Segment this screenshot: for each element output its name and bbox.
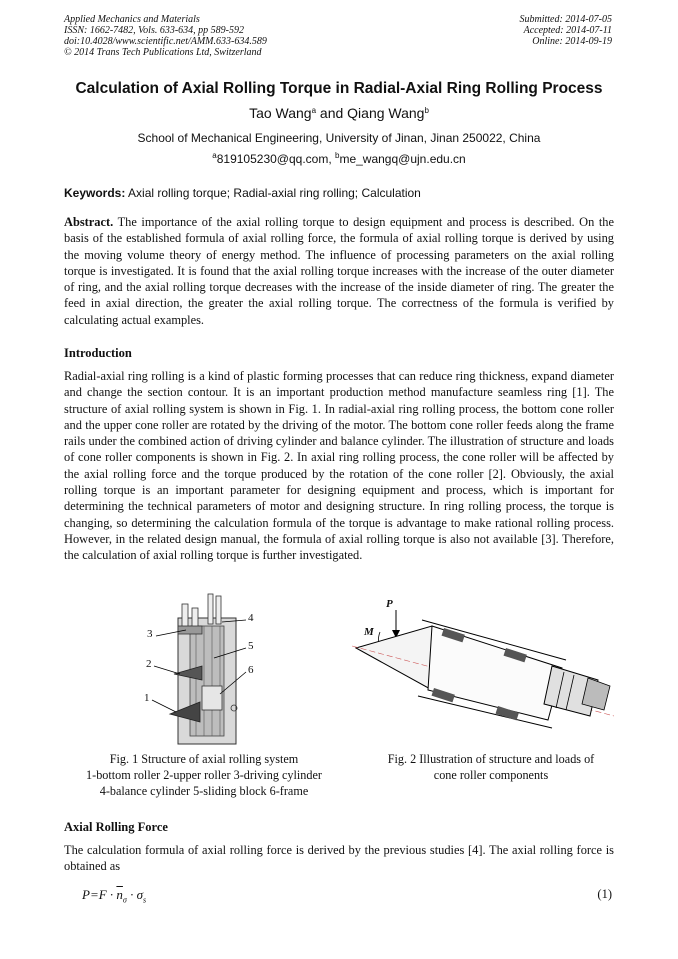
journal-header — [64, 14, 267, 58]
accepted-date: Accepted: 2014-07-11 — [523, 25, 612, 36]
equation-number: (1) — [597, 887, 612, 901]
figure-2-label-p: P — [386, 598, 393, 610]
author-2: Qiang Wang — [347, 105, 425, 121]
figure-2-drawing — [352, 598, 614, 740]
figure-1-label-3: 3 — [147, 628, 153, 640]
email-a[interactable]: 819105230@qq.com, — [216, 152, 335, 166]
equation-sigma-sub: s — [143, 895, 147, 905]
figure-1-caption-line-1: Fig. 1 Structure of axial rolling system — [109, 752, 299, 766]
copyright: © 2014 Trans Tech Publications Ltd, Switzerland — [64, 47, 262, 58]
figure-1-label-4: 4 — [248, 612, 254, 624]
submitted-date: Submitted: 2014-07-05 — [519, 14, 612, 25]
figure-1-caption-line-3: 4-balance cylinder 5-sliding block 6-frame — [99, 784, 309, 798]
figure-1 — [138, 590, 268, 748]
equation-dot: · — [126, 887, 137, 902]
affiliation: School of Mechanical Engineering, University of Jinan, Jinan 250022, China — [137, 131, 541, 145]
equation-sigma: σ — [136, 887, 144, 902]
figure-1-caption — [64, 751, 344, 799]
figure-1-label-1: 1 — [144, 692, 150, 704]
introduction-heading: Introduction — [64, 346, 132, 360]
author-2-sup: b — [424, 106, 429, 115]
figure-1-label-5: 5 — [248, 640, 254, 652]
keywords — [64, 186, 616, 200]
paper-title: Calculation of Axial Rolling Torque in Radial-Axial Ring Rolling Process — [75, 80, 603, 97]
equation-n: $\overline{n}$ — [116, 887, 123, 902]
email-b-sup: b — [335, 151, 340, 160]
online-date: Online: 2014-09-19 — [532, 36, 612, 47]
figure-1-label-6: 6 — [248, 664, 254, 676]
figure-2-label-m: M — [364, 626, 374, 638]
figure-2-caption — [346, 751, 636, 783]
journal-name: Applied Mechanics and Materials — [64, 14, 200, 25]
email-a-sup: a — [212, 151, 217, 160]
equation-1 — [82, 887, 146, 905]
equation-lhs: P=F · — [82, 887, 117, 902]
figure-2-caption-line-1: Fig. 2 Illustration of structure and loads of — [387, 752, 595, 766]
axial-rolling-force-text: The calculation formula of axial rolling force is derived by the previous studies [4]. The axial rolling force is obtained as — [64, 843, 614, 874]
axial-rolling-force-heading: Axial Rolling Force — [64, 820, 168, 834]
figure-2 — [352, 598, 614, 740]
figure-1-caption-line-2: 1-bottom roller 2-upper roller 3-driving cylinder — [86, 768, 322, 782]
author-1-sup: a — [311, 106, 317, 115]
authors — [0, 105, 678, 121]
keywords-text: Axial rolling torque; Radial-axial ring rolling; Calculation — [125, 186, 421, 200]
emails — [0, 151, 678, 166]
dates-header — [520, 14, 613, 47]
author-1: Tao Wang — [249, 105, 312, 121]
abstract — [64, 214, 614, 328]
issn: ISSN: 1662-7482, Vols. 633-634, pp 589-592 — [64, 25, 244, 36]
authors-and: and — [316, 105, 348, 121]
equation-n-sub: σ — [122, 895, 127, 905]
figure-1-label-2: 2 — [146, 658, 152, 670]
keywords-label: Keywords: — [64, 186, 126, 200]
email-b[interactable]: me_wangq@ujn.edu.cn — [339, 152, 466, 166]
figure-2-caption-line-2: cone roller components — [433, 768, 549, 782]
abstract-text: The importance of the axial rolling torque to design equipment and process is described. On the basis of the established formula of axial rolling force, the formula of axial rolling torque is derived by using the moving volume theory of energy method. The influence of processing parameters on the axial rolling torque is investigated. It is found that the axial rolling torque increases with the increase of the outer diameter of ring, and the axial rolling torque decreases with the increase of the inside diameter of ring. The greater the feed in axial direction, the greater the axial rolling torque. The correctness of the formula is verified by calculating actual examples. — [64, 215, 614, 327]
abstract-label: Abstract. — [64, 215, 114, 229]
doi[interactable]: doi:10.4028/www.scientific.net/AMM.633-634.589 — [64, 36, 267, 47]
introduction-text: Radial-axial ring rolling is a kind of plastic forming processes that can reduce ring thickness, expand diameter and change the section contour. It is an important production method manufacture seamless ring [1]. The structure of axial rolling system is shown in Fig. 1. In radial-axial ring rolling process, the bottom cone roller and the upper cone roller are rotated by the driving of the motor. The bottom cone roller feeds along the frame rails under the combined action of driving cylinder and balance cylinder. The illustration of structure and loads of cone roller components is shown in Fig. 2. In axial ring rolling process, the cone roller will be affected by the axial rolling force and the torque produced by the rotation of the cone roller [2]. Obviously, the axial rolling torque is an important parameter for designing equipment and process, which is important for determining the technical parameters of motor and designing structure. In ring rolling process, the torque is changing, so determining the calculation formula of the torque is advantage to make rational rolling process. However, in the related design manual, the formula of axial rolling torque is also not available [3]. Therefore, the calculation of axial rolling torque is further investigated. — [64, 369, 614, 563]
